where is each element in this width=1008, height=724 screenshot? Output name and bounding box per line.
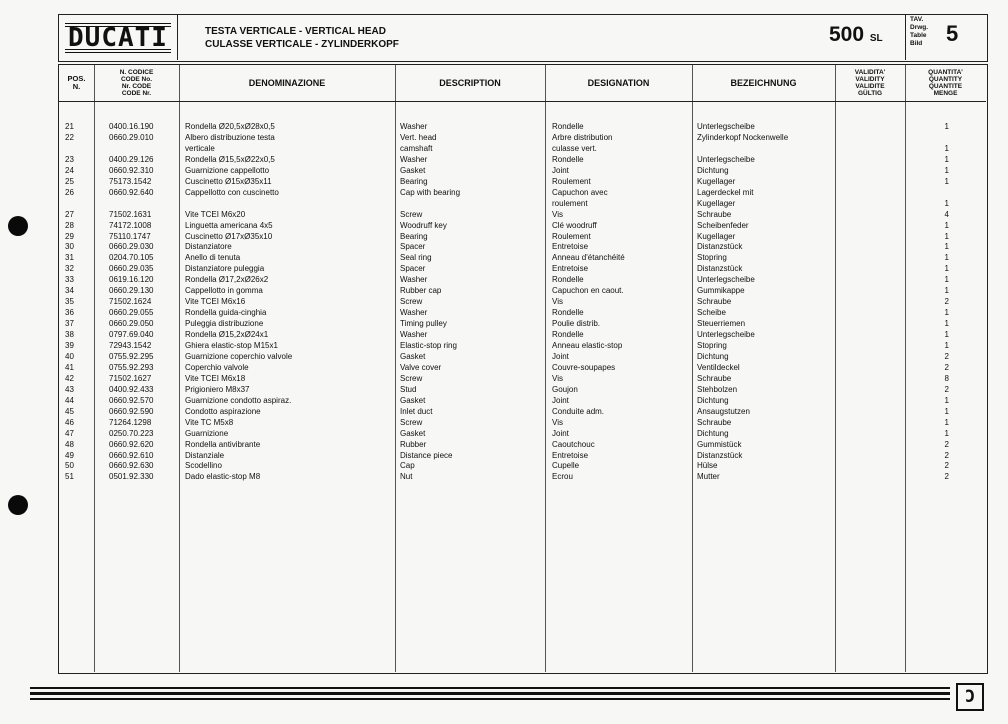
cell-de: Scheibe [697,308,726,318]
cell-it: Guarnizione coperchio valvole [185,351,293,361]
cell-fr: Rondelle [552,122,584,131]
table-row [59,471,986,482]
table-row [59,285,986,296]
cell-it: Coperchio valvole [185,362,249,372]
cell-fr: Joint [552,395,569,405]
cell-de: Dichtung [697,351,729,361]
cell-en: Screw [400,373,423,383]
cell-de: Steuerriemen [697,319,746,329]
cell-qty: 1 [944,417,949,427]
cell-pos: 26 [65,187,74,197]
cell-fr: Anneau d'étanchéité [552,253,625,263]
table-row [59,373,986,384]
cell-de: Kugellager [697,198,736,208]
cell-de: Unterlegscheibe [697,330,755,340]
cell-qty: 1 [944,176,949,186]
cell-fr: Rondelle [552,275,584,285]
cell-fr: Entretoise [552,264,589,274]
cell-code: 71502.1624 [109,297,152,307]
tav-label: TAV. [910,16,924,23]
cell-de: Kugellager [697,176,736,186]
cell-de: Distanzstück [697,264,743,274]
table-row [59,274,986,285]
cell-code: 0619.16.120 [109,275,154,285]
cell-fr: Rondelle [552,330,584,340]
cell-it: Ghiera elastic-stop M15x1 [185,341,278,350]
cell-qty: 1 [944,253,949,263]
cell-code: 0660.29.130 [109,286,154,296]
col-header-pos: POS. N. [67,74,86,91]
table-row [59,121,986,132]
cell-en: Washer [400,275,428,285]
cell-code: 0400.92.433 [109,384,154,394]
punch-hole-top [8,216,28,236]
cell-pos: 23 [65,154,74,164]
cell-en: Cap [400,461,415,471]
cell-qty: 8 [944,373,949,383]
cell-qty: 1 [944,242,949,252]
cell-it: Rondella Ø15,2xØ24x1 [185,330,269,340]
title-line-1: TESTA VERTICALE - VERTICAL HEAD [205,26,386,37]
table-row [59,307,986,318]
cell-it: Rondella guida-cinghia [185,308,267,318]
table-row [59,406,986,417]
cell-code: 0660.92.570 [109,395,154,405]
parts-table [58,64,988,674]
cell-it: Prigioniero M8x37 [185,384,250,394]
cell-de: Unterlegscheibe [697,275,755,285]
cell-en: Gasket [400,351,426,361]
cell-it: Linguetta americana 4x5 [185,220,273,230]
cell-it: Cappellotto in gomma [185,286,263,296]
cell-en: Elastic-stop ring [400,341,457,350]
cell-de: Stehbolzen [697,384,738,394]
cell-en: Rubber [400,439,427,449]
cell-it: Cuscinetto Ø17xØ35x10 [185,231,273,241]
cell-qty: 1 [944,154,949,164]
cell-qty: 2 [944,362,949,372]
cell-pos: 25 [65,176,74,186]
cell-en: Timing pulley [400,319,447,329]
cell-pos: 37 [65,319,74,329]
cell-de: Unterlegscheibe [697,122,755,131]
cell-en: Gasket [400,395,426,405]
cell-pos: 34 [65,286,74,296]
cell-it: Puleggia distribuzione [185,319,264,329]
cell-code: 72943.1542 [109,341,152,350]
cell-fr: Roulement [552,176,591,186]
cell-code: 0660.92.640 [109,187,154,197]
cell-de: Dichtung [697,428,729,438]
cell-fr: Conduite adm. [552,406,605,416]
cell-en: Washer [400,122,428,131]
table-row [59,132,986,143]
cell-it: Scodellino [185,461,222,471]
cell-en: Seal ring [400,253,432,263]
cell-pos: 36 [65,308,74,318]
cell-code: 0400.29.126 [109,154,154,164]
cell-qty: 1 [944,264,949,274]
cell-de: Zylinderkopf Nockenwelle [697,132,789,142]
cell-code: 0660.29.030 [109,242,154,252]
cell-qty: 2 [944,439,949,449]
cell-qty: 1 [944,330,949,340]
cell-fr: Joint [552,428,569,438]
col-header-quantity: QUANTITA' QUANTITY QUANTITE MENGE [928,69,963,97]
cell-en: Rubber cap [400,286,442,296]
cell-qty: 1 [944,406,949,416]
cell-pos: 51 [65,472,74,482]
cell-it: Rondella antivibrante [185,439,261,449]
table-row [59,176,986,187]
cell-it: Condotto aspirazione [185,406,261,416]
cell-it: Vite TCEI M6x16 [185,297,246,307]
cell-de: Gummikappe [697,286,745,296]
drwg-label: Drwg. [910,24,929,31]
cell-pos: 44 [65,395,74,405]
cell-pos: 30 [65,242,74,252]
cell-code: 0660.92.620 [109,439,154,449]
cell-code: 0755.92.293 [109,362,154,372]
cell-en: Screw [400,297,423,307]
cell-en: Spacer [400,242,426,252]
cell-code: 0660.29.055 [109,308,154,318]
cell-fr: Anneau elastic-stop [552,341,623,350]
cell-qty: 1 [944,198,949,208]
cell-qty: 1 [944,319,949,329]
cell-qty: 1 [944,308,949,318]
col-header-validity: VALIDITA' VALIDITY VALIDITE GÜLTIG [854,69,886,97]
page-title [205,25,399,51]
table-row [59,165,986,176]
cell-de: Ventildeckel [697,362,740,372]
col-header-denominazione: DENOMINAZIONE [248,78,326,88]
table-row [59,450,986,461]
punch-hole-bottom [8,495,28,515]
cell-fr: Entretoise [552,242,589,252]
end-mark-icon: Ͻ [956,683,984,711]
cell-pos: 38 [65,330,74,340]
cell-pos: 24 [65,165,74,175]
cell-de: Scheibenfeder [697,220,749,230]
cell-pos: 32 [65,264,74,274]
table-row [59,231,986,242]
cell-de: Distanzstück [697,242,743,252]
cell-it: Rondella Ø17,2xØ26x2 [185,275,269,285]
cell-en: Stud [400,384,417,394]
cell-code: 0797.69.040 [109,330,154,340]
cell-pos: 43 [65,384,74,394]
cell-qty: 2 [944,472,949,482]
col-header-code: N. CODICE CODE No. Nr. CODE CODE Nr. [119,69,154,97]
cell-fr: Entretoise [552,450,589,460]
cell-code: 0660.29.050 [109,319,154,329]
cell-en: Cap with bearing [400,187,461,197]
cell-pos: 49 [65,450,74,460]
cell-en: Distance piece [400,450,453,460]
cell-code: 0400.16.190 [109,122,154,131]
cell-pos: 31 [65,253,74,263]
table-row [59,351,986,362]
cell-en: Washer [400,154,428,164]
cell-qty: 1 [944,395,949,405]
cell-pos: 42 [65,373,74,383]
cell-en: Washer [400,308,428,318]
cell-en: Vert. head [400,132,437,142]
col-header-designation: DESIGNATION [587,78,650,88]
cell-de: Lagerdeckel mit [697,187,754,197]
cell-en: Woodruff key [400,220,447,230]
cell-de: Unterlegscheibe [697,154,755,164]
cell-qty: 1 [944,165,949,175]
cell-en: Screw [400,417,423,427]
cell-code: 74172.1008 [109,220,152,230]
cell-en: Valve cover [400,362,442,372]
cell-en: Gasket [400,165,426,175]
cell-en: Screw [400,209,423,219]
cell-fr: Cupelle [552,461,580,471]
cell-qty: 2 [944,297,949,307]
cell-pos: 39 [65,341,74,350]
table-row [59,362,986,373]
cell-pos: 29 [65,231,74,241]
cell-pos: 21 [65,122,74,131]
cell-it: Guarnizione [185,428,229,438]
cell-de: Schraube [697,373,732,383]
cell-fr: Vis [552,297,563,307]
cell-fr: Poulie distrib. [552,319,601,329]
cell-fr: Joint [552,351,569,361]
logo-cell [59,15,178,60]
cell-code: 0660.92.310 [109,165,154,175]
cell-qty: 1 [944,220,949,230]
cell-code: 75173.1542 [109,176,152,186]
cell-code: 0660.92.590 [109,406,154,416]
cell-qty: 1 [944,122,949,131]
page-header [58,14,988,62]
cell-en: Gasket [400,428,426,438]
cell-it: Guarnizione condotto aspiraz. [185,395,292,405]
table-row [59,428,986,439]
cell-pos: 35 [65,297,74,307]
cell-code: 0755.92.295 [109,351,154,361]
cell-fr: Rondelle [552,154,584,164]
col-header-bezeichnung: BEZEICHNUNG [730,78,797,88]
cell-code: 0660.92.630 [109,461,154,471]
cell-de: Kugellager [697,231,736,241]
cell-it: Cuscinetto Ø15xØ35x11 [185,176,272,186]
cell-en: Inlet duct [400,406,433,416]
cell-qty: 1 [944,286,949,296]
cell-code: 0204.70.105 [109,253,154,263]
cell-it: Anello di tenuta [185,253,241,263]
cell-code: 0660.29.010 [109,132,154,142]
cell-code: 0660.29.035 [109,264,154,274]
model-number: 500 [829,23,865,46]
cell-qty: 1 [944,275,949,285]
cell-code: 0660.92.610 [109,450,154,460]
table-number-labels [910,16,928,48]
cell-qty: 1 [944,231,949,241]
cell-pos: 33 [65,275,74,285]
cell-it: Vite TC M5x8 [185,417,234,427]
cell-code: 71502.1627 [109,373,152,383]
cell-en: camshaft [400,143,433,153]
table-row [59,417,986,428]
cell-fr: Goujon [552,384,578,394]
cell-code: 71502.1631 [109,209,152,219]
cell-fr: Clé woodruff [552,220,597,230]
cell-de: Stopring [697,341,727,350]
cell-fr: Arbre distribution [552,132,613,142]
cell-de: Hülse [697,461,718,471]
cell-pos: 27 [65,209,74,219]
cell-pos: 22 [65,132,74,142]
model-label [829,23,883,47]
table-row [59,241,986,252]
bild-label: Bild [910,40,923,47]
cell-fr: Capuchon avec [552,187,608,197]
table-row [59,154,986,165]
cell-fr: Roulement [552,231,591,241]
cell-pos: 50 [65,461,74,471]
cell-code: 0250.70.223 [109,428,154,438]
table-row [59,296,986,307]
bottom-rule-2 [30,692,950,695]
cell-it: Distanziale [185,450,225,460]
cell-qty: 2 [944,461,949,471]
bottom-rule-3 [30,698,950,700]
cell-pos: 40 [65,351,74,361]
table-row [59,318,986,329]
table-row [59,439,986,450]
cell-it: Dado elastic-stop M8 [185,472,261,482]
col-header-description: DESCRIPTION [439,78,501,88]
cell-qty: 2 [944,384,949,394]
cell-de: Stopring [697,253,727,263]
cell-it: Rondella Ø20,5xØ28x0,5 [185,122,275,131]
cell-de: Schraube [697,417,732,427]
table-row [59,209,986,220]
table-label: Table [910,32,927,39]
table-row [59,252,986,263]
cell-qty: 2 [944,450,949,460]
cell-pos: 41 [65,362,74,372]
cell-it: Vite TCEI M6x20 [185,209,246,219]
title-line-2: CULASSE VERTICALE - ZYLINDERKOPF [205,39,399,50]
ducati-logo: DUCATI [65,23,171,53]
cell-it: verticale [185,143,215,153]
table-row [59,187,986,198]
cell-it: Albero distribuzione testa [185,132,275,142]
table-row [59,340,986,351]
cell-pos: 47 [65,428,74,438]
table-row [59,263,986,274]
cell-it: Cappellotto con cuscinetto [185,187,279,197]
cell-fr: Couvre-soupapes [552,362,616,372]
cell-de: Mutter [697,472,720,482]
table-row [59,198,986,209]
table-row [59,384,986,395]
cell-en: Washer [400,330,428,340]
cell-fr: Capuchon en caout. [552,286,624,296]
cell-pos: 48 [65,439,74,449]
cell-fr: culasse vert. [552,143,597,153]
table-row [59,329,986,340]
cell-fr: Vis [552,373,563,383]
cell-de: Gummistück [697,439,742,449]
bottom-rule-1 [30,687,950,689]
cell-code: 75110.1747 [109,231,151,241]
cell-en: Spacer [400,264,426,274]
cell-it: Distanziatore puleggia [185,264,265,274]
table-number: 5 [946,21,959,46]
cell-qty: 1 [944,341,949,350]
table-row [59,220,986,231]
cell-it: Distanziatore [185,242,232,252]
cell-pos: 45 [65,406,74,416]
cell-qty: 1 [944,428,949,438]
table-row [59,395,986,406]
cell-de: Schraube [697,297,732,307]
cell-fr: roulement [552,198,588,208]
cell-fr: Vis [552,209,563,219]
cell-de: Dichtung [697,395,729,405]
cell-code: 71264.1298 [109,417,152,427]
cell-it: Vite TCEI M6x18 [185,373,246,383]
cell-qty: 1 [944,143,949,153]
cell-qty: 4 [944,209,949,219]
cell-pos: 46 [65,417,74,427]
cell-de: Schraube [697,209,732,219]
table-row [59,460,986,471]
cell-code: 0501.92.330 [109,472,154,482]
cell-de: Dichtung [697,165,729,175]
table-number-cell [905,15,988,60]
cell-fr: Caoutchouc [552,439,595,449]
model-suffix: SL [869,33,883,44]
cell-en: Bearing [400,231,428,241]
cell-fr: Ecrou [552,472,573,482]
cell-fr: Vis [552,417,563,427]
cell-de: Ansaugstutzen [697,406,750,416]
cell-qty: 2 [944,351,949,361]
cell-pos: 28 [65,220,74,230]
cell-it: Guarnizione cappellotto [185,165,270,175]
cell-it: Rondella Ø15,5xØ22x0,5 [185,154,275,164]
cell-fr: Joint [552,165,569,175]
table-row [59,143,986,154]
cell-en: Bearing [400,176,428,186]
cell-en: Nut [400,472,413,482]
cell-fr: Rondelle [552,308,584,318]
cell-de: Distanzstück [697,450,743,460]
